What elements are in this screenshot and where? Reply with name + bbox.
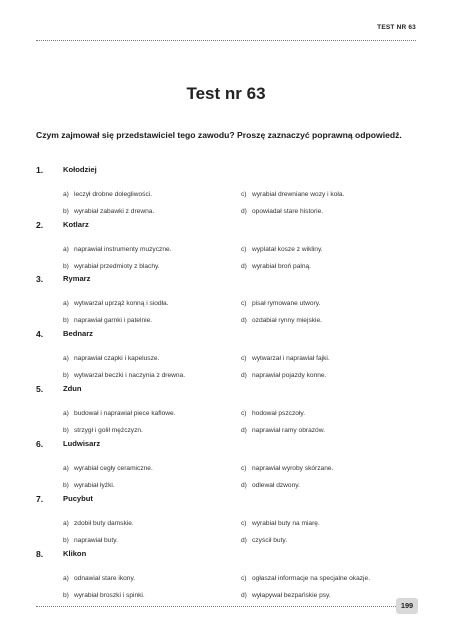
answer-d[interactable]: d) naprawiał ramy obrazów. <box>241 427 325 434</box>
question-word: Zdun <box>63 384 82 393</box>
answer-b[interactable]: b) wytwarzał beczki i naczynia z drewna. <box>63 372 186 379</box>
question-number: 7. <box>36 494 44 504</box>
answer-c[interactable]: c) wyrabiał drewniane wozy i koła. <box>241 191 345 198</box>
question-8 <box>36 549 426 601</box>
answer-b[interactable]: b) strzygł i golił mężczyzn. <box>63 427 143 434</box>
answer-b[interactable]: b) wyrabiał broszki i spinki. <box>63 592 145 599</box>
question-1 <box>36 165 426 217</box>
bottom-dotted-divider <box>36 606 408 607</box>
question-number: 5. <box>36 384 44 394</box>
question-6 <box>36 439 426 491</box>
answer-b[interactable]: b) wyrabiał przedmioty z blachy. <box>63 263 160 270</box>
question-number: 4. <box>36 329 44 339</box>
question-number: 2. <box>36 220 44 230</box>
answer-a[interactable]: a) odnawiał stare ikony. <box>63 575 136 582</box>
question-word: Kołodziej <box>63 165 97 174</box>
question-number: 1. <box>36 165 44 175</box>
answer-c[interactable]: c) pisał rymowane utwory. <box>241 300 321 307</box>
question-word: Bednarz <box>63 329 93 338</box>
answer-a[interactable]: a) wyrabiał cegły ceramiczne. <box>63 465 153 472</box>
question-number: 8. <box>36 549 44 559</box>
answer-d[interactable]: d) wyłapywał bezpańskie psy. <box>241 592 331 599</box>
answer-d[interactable]: d) wyrabiał broń palną. <box>241 263 312 270</box>
answer-d[interactable]: d) naprawiał pojazdy konne. <box>241 372 327 379</box>
question-2 <box>36 220 426 272</box>
question-number: 6. <box>36 439 44 449</box>
answer-a[interactable]: a) naprawiał czapki i kapelusze. <box>63 355 160 362</box>
page-number: 199 <box>396 598 418 614</box>
question-number: 3. <box>36 274 44 284</box>
question-word: Pucybut <box>63 494 93 503</box>
answer-c[interactable]: c) wytwarzał i naprawiał fajki. <box>241 355 330 362</box>
running-head-title: TEST NR 63 <box>377 24 416 31</box>
question-word: Ludwisarz <box>63 439 101 448</box>
answer-c[interactable]: c) ogłaszał informacje na specjalne okazje. <box>241 575 371 582</box>
answer-d[interactable]: d) czyścił buty. <box>241 537 288 544</box>
answer-c[interactable]: c) hodował pszczoły. <box>241 410 306 417</box>
answer-a[interactable]: a) leczył drobne dolegliwości. <box>63 191 153 198</box>
answer-b[interactable]: b) naprawiał buty. <box>63 537 118 544</box>
answer-a[interactable]: a) wytwarzał uprząż konną i siodła. <box>63 300 169 307</box>
answer-b[interactable]: b) naprawiał garnki i patelnie. <box>63 317 153 324</box>
question-word: Kotlarz <box>63 220 89 229</box>
answer-c[interactable]: c) wyplatał kosze z wikliny. <box>241 246 323 253</box>
question-word: Klikon <box>63 549 87 558</box>
answer-d[interactable]: d) opowiadał stare historie. <box>241 208 324 215</box>
question-4 <box>36 329 426 381</box>
answer-b[interactable]: b) wyrabiał łyżki. <box>63 482 115 489</box>
answer-d[interactable]: d) ozdabiał rynny miejskie. <box>241 317 322 324</box>
answer-b[interactable]: b) wyrabiał zabawki z drewna. <box>63 208 155 215</box>
question-5 <box>36 384 426 436</box>
answer-c[interactable]: c) wyrabiał buty na miarę. <box>241 520 320 527</box>
answer-a[interactable]: a) naprawiał instrumenty muzyczne. <box>63 246 172 253</box>
question-7 <box>36 494 426 546</box>
top-dotted-divider <box>36 40 416 41</box>
page-title: Test nr 63 <box>186 84 266 103</box>
answer-c[interactable]: c) naprawiał wyroby skórzane. <box>241 465 334 472</box>
task-instruction: Czym zajmował się przedstawiciel tego zawodu? Proszę zaznaczyć poprawną odpowiedź. <box>36 130 402 140</box>
question-3 <box>36 274 426 326</box>
answer-a[interactable]: a) budował i naprawiał piece kaflowe. <box>63 410 176 417</box>
answer-d[interactable]: d) odlewał dzwony. <box>241 482 300 489</box>
answer-a[interactable]: a) zdobił buty damskie. <box>63 520 134 527</box>
question-word: Rymarz <box>63 274 91 283</box>
